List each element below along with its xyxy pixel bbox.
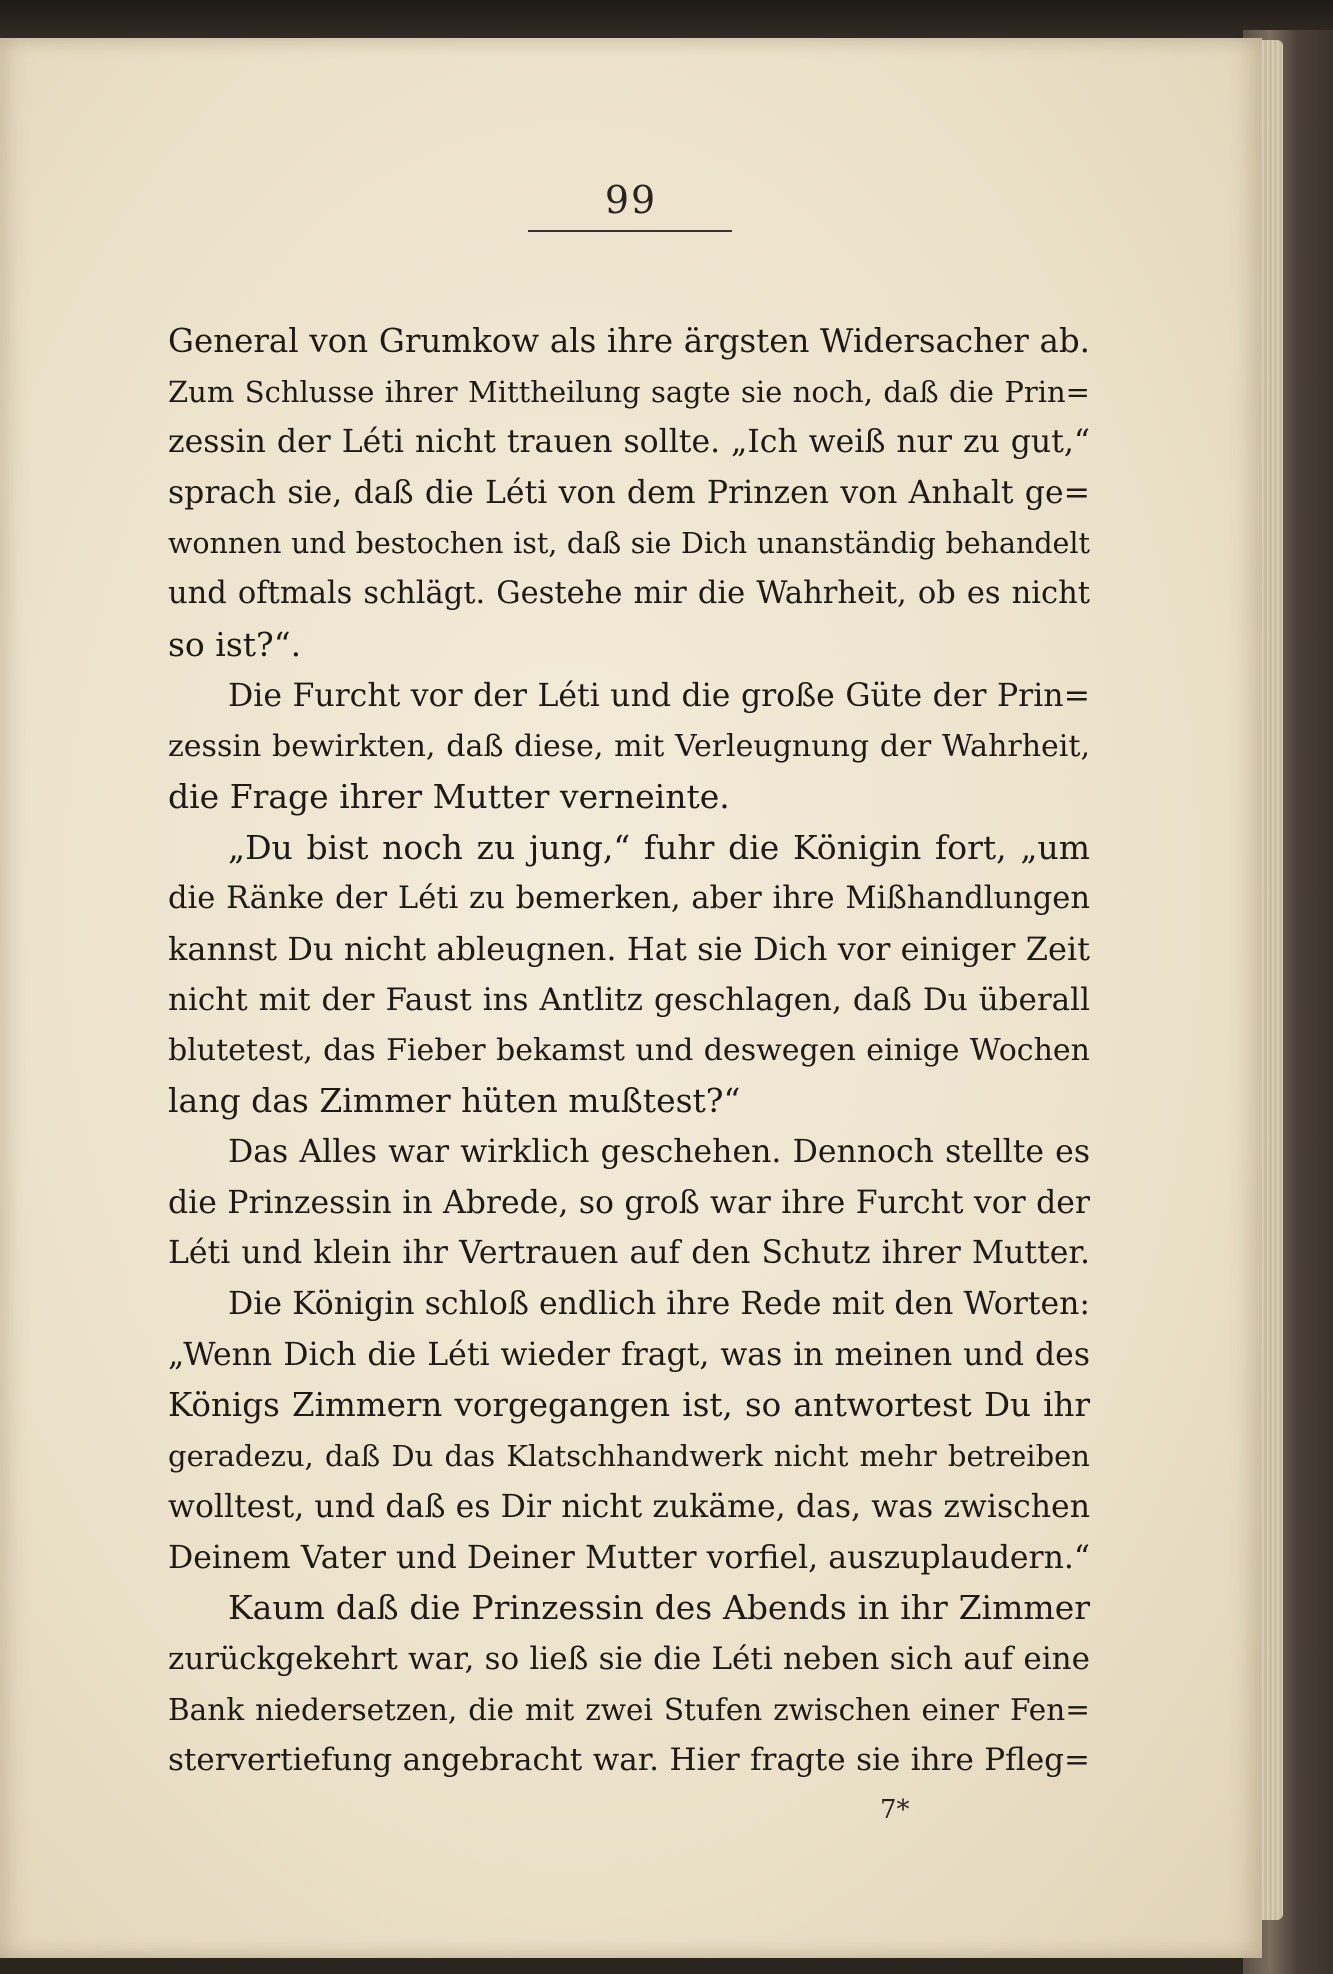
text-line: Das Alles war wirklich geschehen. Dennoch stellte es [228, 1134, 1090, 1170]
text-line: „Wenn Dich die Léti wieder fragt, was in meinen und des [168, 1336, 1090, 1373]
page-number: 99 [604, 178, 658, 222]
text-line: Bank niedersetzen, die mit zwei Stufen zwischen einer Fen= [168, 1692, 1090, 1727]
text-line: wolltest, und daß es Dir nicht zukäme, das, was zwischen [168, 1488, 1090, 1525]
text-line: Die Furcht vor der Léti und die große Güte der Prin= [228, 677, 1090, 714]
text-line: kannst Du nicht ableugnen. Hat sie Dich vor einiger Zeit [168, 930, 1090, 969]
text-line: wonnen und bestochen ist, daß sie Dich unanständig behandelt [168, 526, 1090, 560]
book-page [0, 38, 1262, 1958]
text-line: die Frage ihrer Mutter verneinte. [168, 777, 730, 817]
text-line: sprach sie, daß die Léti von dem Prinzen von Anhalt ge= [168, 475, 1090, 512]
text-line: zurückgekehrt war, so ließ sie die Léti neben sich auf eine [168, 1640, 1090, 1677]
text-line: stervertiefung angebracht war. Hier fragte sie ihre Pfleg= [168, 1742, 1090, 1779]
header-rule [528, 230, 732, 232]
text-line: Kaum daß die Prinzessin des Abends in ihr Zimmer [228, 1588, 1090, 1628]
text-line: Léti und klein ihr Vertrauen auf den Schutz ihrer Mutter. [168, 1235, 1090, 1272]
body-text [168, 316, 1090, 1786]
text-line: Die Königin schloß endlich ihre Rede mit den Worten: [228, 1286, 1090, 1323]
text-line: die Prinzessin in Abrede, so groß war ihre Furcht vor der [168, 1184, 1090, 1221]
text-line: zessin bewirkten, daß diese, mit Verleugnung der Wahrheit, [168, 728, 1090, 764]
text-line: Zum Schlusse ihrer Mittheilung sagte sie noch, daß die Prin= [168, 374, 1090, 409]
text-line: zessin der Léti nicht trauen sollte. „Ich weiß nur zu gut,“ [168, 424, 1090, 461]
text-line: „Du bist noch zu jung,“ fuhr die Königin fort, „um [228, 827, 1090, 867]
text-line: General von Grumkow als ihre ärgsten Widersacher ab. [168, 322, 1090, 360]
text-line: und oftmals schlägt. Gestehe mir die Wahrheit, ob es nicht [168, 576, 1090, 612]
text-line: so ist?“. [168, 625, 302, 665]
text-line: geradezu, daß Du das Klatschhandwerk nicht mehr betreiben [168, 1439, 1090, 1474]
signature-mark: 7* [880, 1795, 910, 1825]
text-line: nicht mit der Faust ins Antlitz geschlagen, daß Du überall [168, 981, 1090, 1018]
text-line: Deinem Vater und Deiner Mutter vorfiel, auszuplaudern.“ [168, 1539, 1090, 1576]
text-line: die Ränke der Léti zu bemerken, aber ihre Mißhandlungen [168, 880, 1090, 916]
text-line: blutetest, das Fieber bekamst und deswegen einige Wochen [168, 1032, 1090, 1068]
text-line: lang das Zimmer hüten mußtest?“ [168, 1081, 741, 1121]
text-line: Königs Zimmern vorgegangen ist, so antwortest Du ihr [168, 1386, 1090, 1425]
